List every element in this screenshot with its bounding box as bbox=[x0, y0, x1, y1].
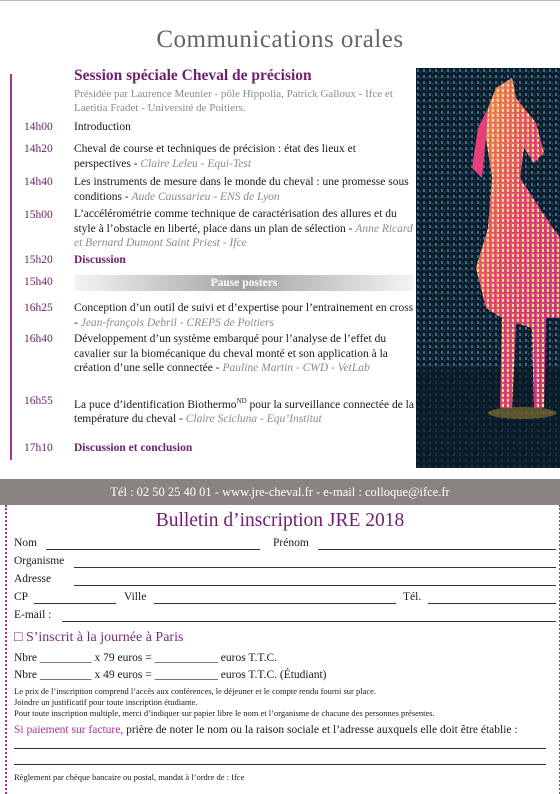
session-title: Session spéciale Cheval de précision bbox=[74, 67, 312, 84]
top-rule bbox=[0, 0, 560, 1]
price-calc: x 79 euros = ___________ bbox=[94, 652, 218, 664]
price-calc: x 49 euros = ___________ bbox=[94, 669, 218, 681]
talk-cross bbox=[74, 301, 414, 330]
trademark-sup: ND bbox=[236, 397, 247, 405]
time-1420: 14h20 bbox=[24, 143, 53, 155]
time-1440: 14h40 bbox=[24, 176, 53, 188]
pause-posters-band: Pause posters bbox=[74, 275, 414, 291]
talk-biothermo bbox=[74, 394, 414, 427]
page-title: Communications orales bbox=[156, 26, 404, 53]
organisme-label: Organisme bbox=[14, 555, 65, 567]
talk-conclusion bbox=[74, 441, 414, 456]
time-1710: 17h10 bbox=[24, 442, 53, 454]
email-label: E-mail : bbox=[14, 609, 52, 621]
email-field[interactable] bbox=[62, 621, 556, 622]
talk-title: Conception d’un outil de suivi et d’expertise pour l’entrainement en cross - bbox=[74, 302, 414, 329]
talk-selle bbox=[74, 332, 414, 376]
time-1520: 15h20 bbox=[24, 254, 53, 266]
talk-introduction bbox=[74, 120, 414, 135]
talk-instruments bbox=[74, 175, 414, 204]
note-price: Le prix de l’inscription comprend l’accès aux conférences, le déjeuner et le compte rendu fourni sur place. bbox=[14, 686, 377, 696]
nom-field[interactable] bbox=[46, 549, 260, 550]
price-row-standard bbox=[14, 652, 277, 664]
facture-line-1[interactable] bbox=[14, 748, 546, 749]
payment-note: Règlement par chèque bancaire ou postal, mandat à l’ordre de : Ifce bbox=[14, 772, 245, 782]
note-student: Joindre un justificatif pour toute inscription étudiante. bbox=[14, 697, 198, 707]
facture-highlight: Si paiement sur facture, bbox=[14, 724, 124, 736]
talk-accelerometrie bbox=[74, 207, 414, 251]
talk-title: L’accélérométrie comme technique de caractérisation des allures et du style à l’obstacle en liberté, place dans un plan de sélection - bbox=[74, 208, 397, 235]
facture-instruction bbox=[14, 724, 518, 736]
talk-authors: Claire Leleu - Equi-Test bbox=[140, 157, 252, 170]
adresse-field[interactable] bbox=[74, 585, 556, 586]
tel-label: Tél. bbox=[403, 591, 422, 603]
talk-authors: Pauline Martin - CWD - VetLab bbox=[222, 362, 370, 374]
talk-authors: Aude Caussarieu - ENS de Lyon bbox=[131, 190, 280, 203]
adresse-label: Adresse bbox=[14, 573, 52, 585]
time-1500: 15h00 bbox=[24, 209, 53, 221]
talk-authors: Jean-françois Debril - CREPS de Poitiers bbox=[80, 316, 274, 329]
talk-title: Développement d’un système embarqué pour l’analyse de l’effet du cavalier sur la biomécanique du cheval monté et son application à la création d’une selle connectée - bbox=[74, 333, 388, 374]
talk-course bbox=[74, 142, 414, 171]
talk-authors: Claire Scicluna - Equ’Institut bbox=[185, 413, 322, 426]
talk-title: Discussion bbox=[74, 254, 126, 266]
prenom-field[interactable] bbox=[318, 549, 556, 550]
talk-authors: Anne Ricard et Bernard Dumont Saint Priest - Ifce bbox=[74, 222, 413, 249]
ville-label: Ville bbox=[124, 591, 147, 603]
program-accent-bar bbox=[10, 74, 12, 460]
prenom-label: Prénom bbox=[273, 537, 309, 549]
bulletin-title: Bulletin d’inscription JRE 2018 bbox=[155, 510, 405, 531]
price-qty: Nbre _________ bbox=[14, 652, 92, 664]
time-1640: 16h40 bbox=[24, 333, 53, 345]
talk-title-rest: pour la surveillance connectée de la température du cheval - bbox=[74, 398, 414, 426]
time-1400: 14h00 bbox=[24, 121, 53, 133]
talk-title: Les instruments de mesure dans le monde du cheval : une promesse sous conditions - bbox=[74, 176, 409, 203]
talk-title: Introduction bbox=[74, 121, 131, 133]
nom-label: Nom bbox=[14, 537, 37, 549]
contact-bar: Tél : 02 50 25 40 01 - www.jre-cheval.fr - e-mail : colloque@ifce.fr bbox=[0, 479, 560, 505]
talk-discussion bbox=[74, 253, 414, 268]
talk-title: Cheval de course et techniques de précision : état des lieux et perspectives - bbox=[74, 143, 356, 170]
facture-text: prière de noter le nom ou la raison sociale et l’adresse auxquels elle doit être établie : bbox=[123, 724, 518, 736]
price-unit: euros T.T.C. bbox=[220, 652, 277, 664]
facture-line-2[interactable] bbox=[14, 764, 546, 765]
talk-title: Discussion et conclusion bbox=[74, 442, 193, 454]
time-1625: 16h25 bbox=[24, 302, 53, 314]
tel-field[interactable] bbox=[428, 603, 556, 604]
cp-label: CP bbox=[14, 591, 29, 603]
time-1540: 15h40 bbox=[24, 276, 53, 288]
binary-horse-image bbox=[416, 68, 560, 468]
talk-title: La puce d’identification Biothermo bbox=[74, 398, 237, 411]
price-unit: euros T.T.C. (Étudiant) bbox=[220, 669, 327, 681]
ville-field[interactable] bbox=[154, 603, 396, 604]
time-1655: 16h55 bbox=[24, 395, 53, 407]
organisme-field[interactable] bbox=[74, 567, 556, 568]
inscription-checkbox[interactable]: □ S’inscrit à la journée à Paris bbox=[14, 630, 184, 645]
price-row-student bbox=[14, 669, 327, 681]
cp-field[interactable] bbox=[34, 603, 116, 604]
session-chairs: Présidée par Laurence Meunier - pôle Hippolia, Patrick Galloux - Ifce et Laetitia Fradet - Université de Poitiers. bbox=[74, 88, 393, 114]
price-qty: Nbre _________ bbox=[14, 669, 92, 681]
note-multiple: Pour toute inscription multiple, merci d’indiquer sur papier libre le nom et l’organisme de chacune des personnes présentes. bbox=[14, 708, 435, 718]
